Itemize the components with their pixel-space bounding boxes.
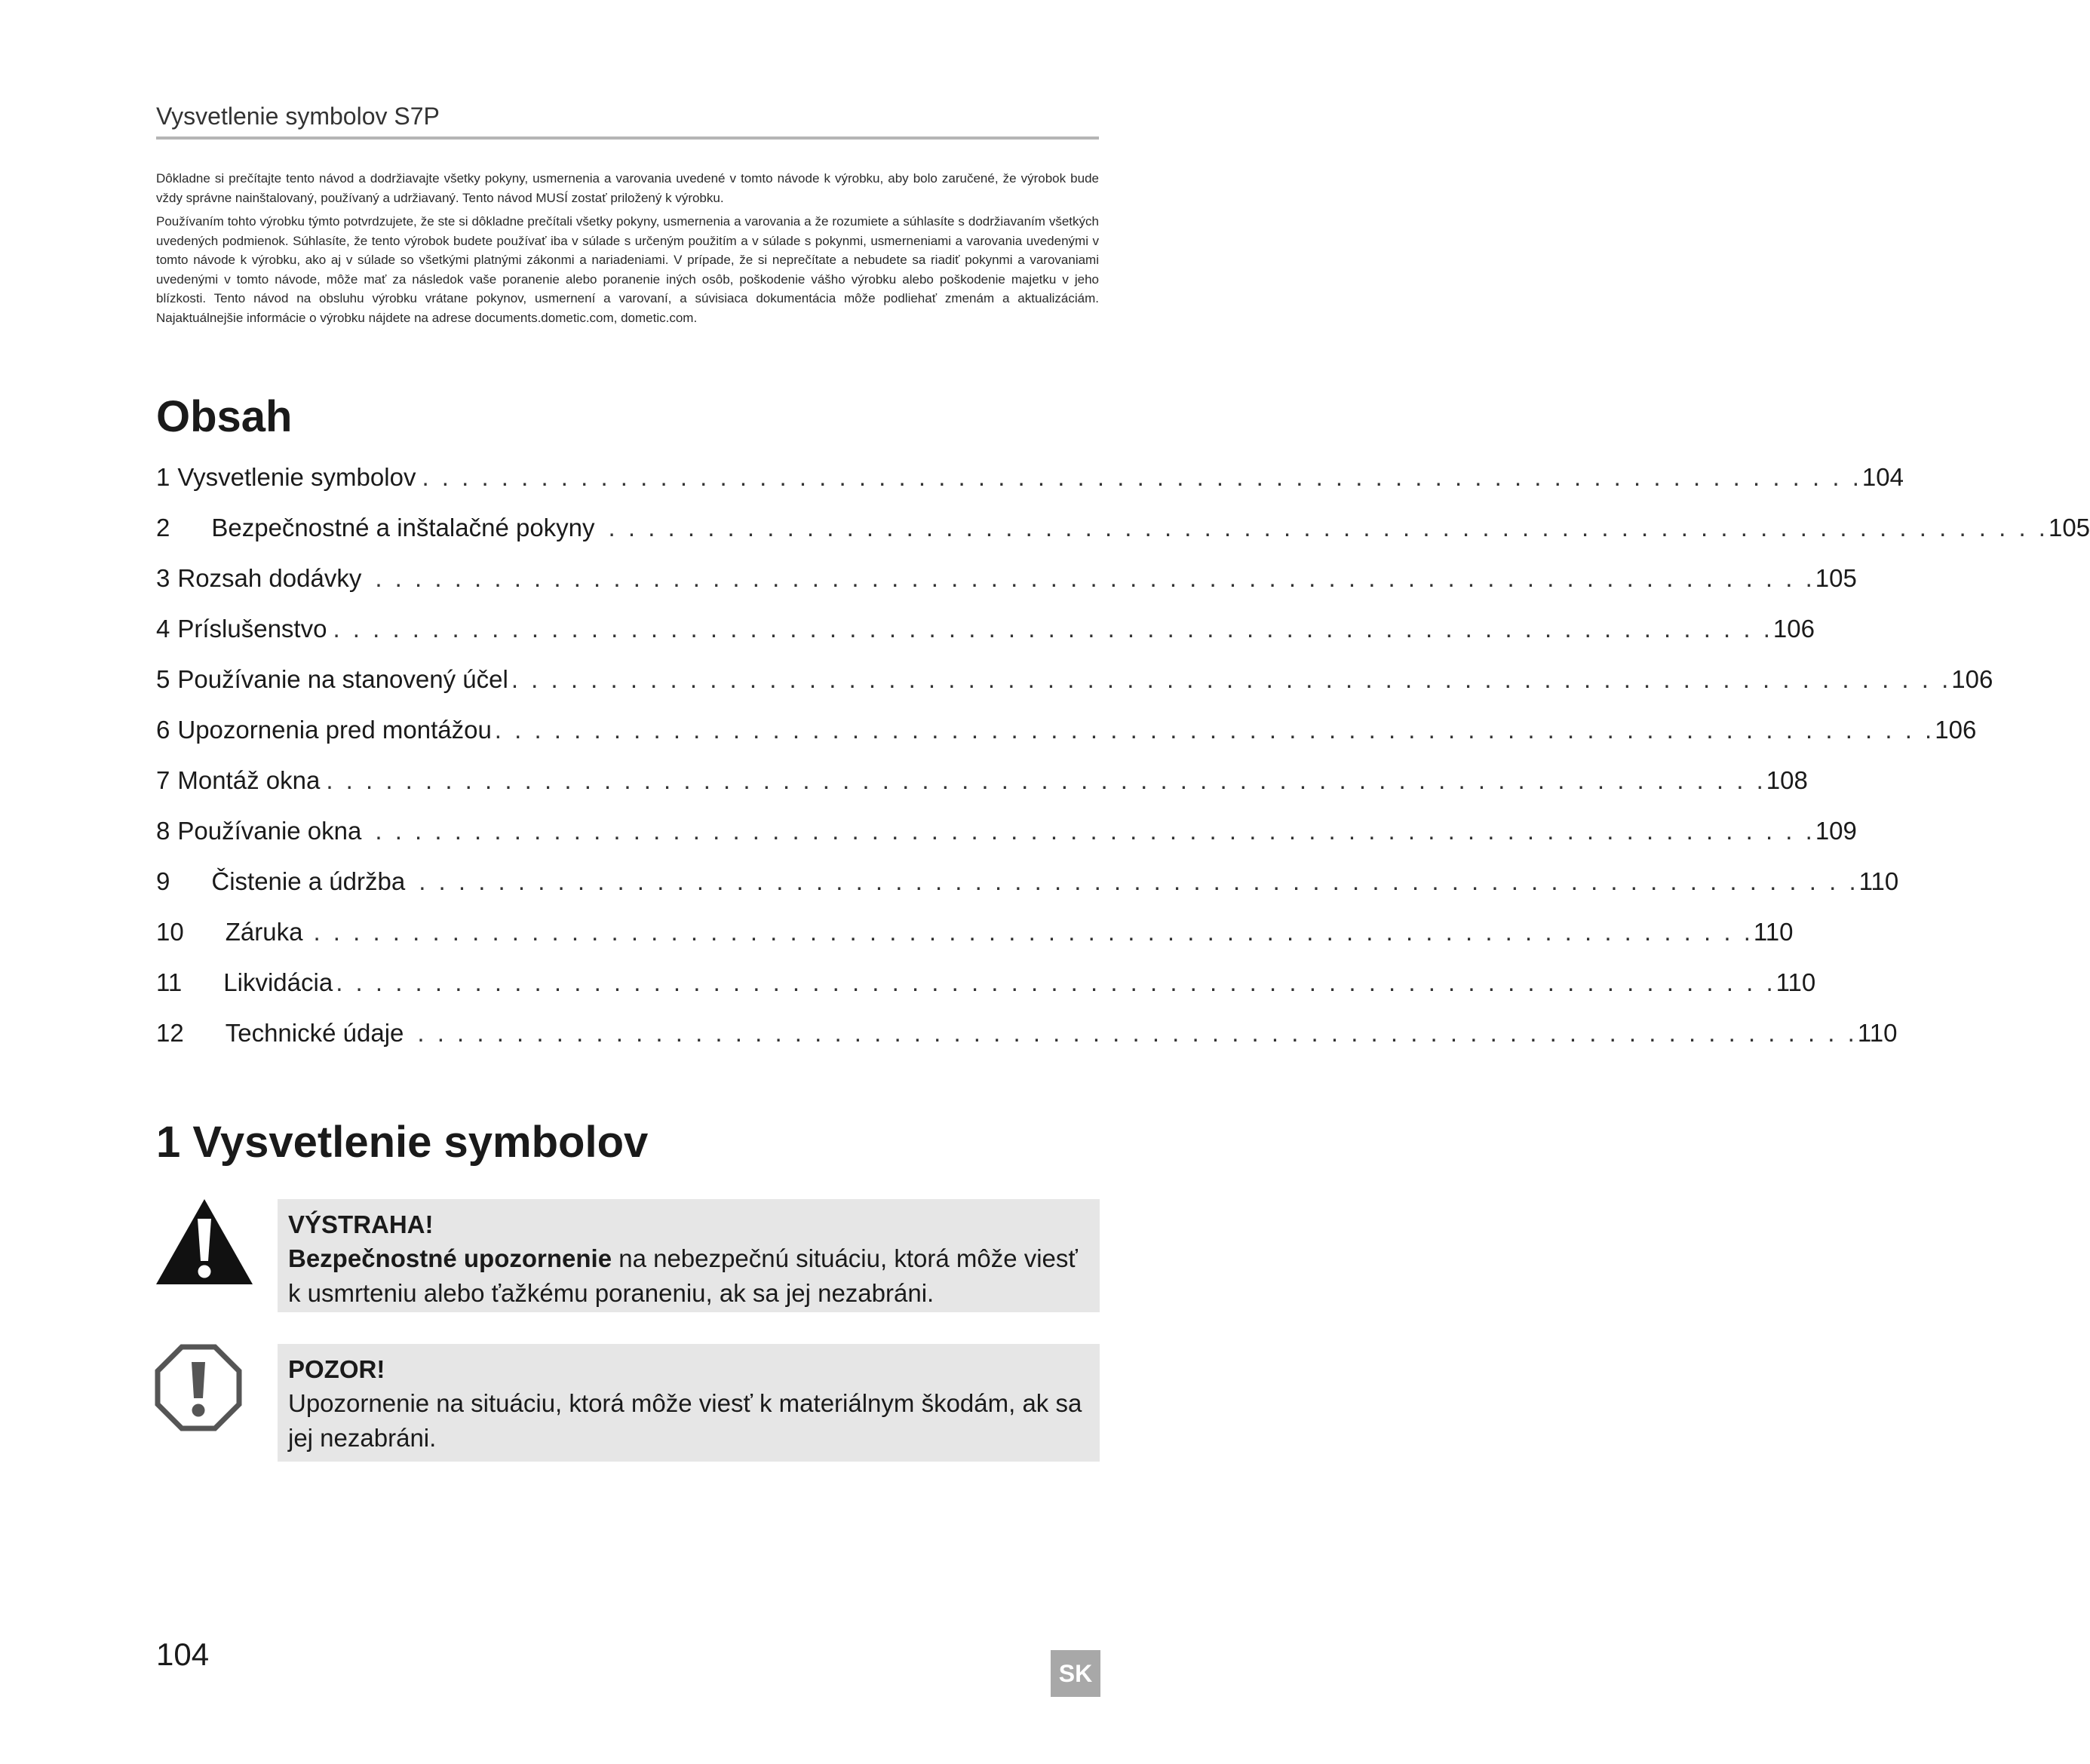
intro-paragraph-1: Dôkladne si prečítajte tento návod a dodržiavajte všetky pokyny, usmernenia a varovania uvedené v tomto návode k výrobku, aby bolo zaručené, že výrobok bude vždy správne nainštalovaný, používaný a udržiavaný. Tento návod MUSÍ zostať priložený k výrobku.	[156, 171, 1099, 205]
toc-entry-4[interactable]	[156, 610, 1815, 648]
caution-heading: POZOR!	[288, 1355, 385, 1383]
toc-entry-page: 106	[1772, 615, 1815, 643]
toc-entry-11[interactable]	[156, 964, 1816, 1002]
toc-entry-page: 110	[1775, 968, 1816, 996]
warning-text	[288, 1241, 1089, 1311]
toc-entry-12[interactable]	[156, 1014, 1898, 1052]
toc-entry-label: Používanie na stanovený účel	[177, 665, 508, 693]
toc-leader-dots: . . . . . . . . . . . . . . . . . . . . . . . . . . . . . . . . . . . . . . . . . . . . . . . . . . . . . . . . . . . . . . . . . . . . . . . . .	[375, 564, 1815, 592]
toc-entry-number: 4	[156, 615, 170, 643]
toc-leader-dots: . . . . . . . . . . . . . . . . . . . . . . . . . . . . . . . . . . . . . . . . . . . . . . . . . . . . . . . . . . . . . . . . . . . . . . . . .	[375, 817, 1815, 845]
toc-entry-page: 106	[1951, 665, 1993, 693]
toc-leader-dots: . . . . . . . . . . . . . . . . . . . . . . . . . . . . . . . . . . . . . . . . . . . . . . . . . . . . . . . . . . . . . . . . . . . . . . . . .	[313, 918, 1754, 946]
toc-entry-page: 108	[1766, 766, 1808, 794]
toc-entry-page: 105	[2048, 514, 2090, 541]
toc-entry-label: Vysvetlenie symbolov	[177, 463, 416, 491]
toc-entry-3[interactable]	[156, 560, 1857, 597]
toc-entry-number: 7	[156, 766, 170, 794]
toc-leader-dots: . . . . . . . . . . . . . . . . . . . . . . . . . . . . . . . . . . . . . . . . . . . . . . . . . . . . . . . . . . . . . . . . . . . . . . . . .	[494, 716, 1935, 744]
caution-octagon-icon	[155, 1344, 242, 1435]
warning-bold-lead: Bezpečnostné upozornenie	[288, 1244, 612, 1272]
section-title: 1 Vysvetlenie symbolov	[156, 1118, 649, 1167]
toc-entry-page: 106	[1935, 716, 1977, 744]
toc-entry-label: Používanie okna	[177, 817, 362, 845]
caution-notice	[278, 1344, 1100, 1462]
toc-entry-1[interactable]	[156, 459, 1904, 496]
toc-entry-number: 9	[156, 867, 170, 895]
caution-text: Upozornenie na situáciu, ktorá môže viesť k materiálnym škodám, ak sa jej nezabráni.	[288, 1389, 1082, 1452]
language-badge: SK	[1051, 1650, 1100, 1697]
toc-entry-page: 110	[1857, 1019, 1898, 1047]
toc-entry-9[interactable]	[156, 863, 1899, 900]
toc-leader-dots: . . . . . . . . . . . . . . . . . . . . . . . . . . . . . . . . . . . . . . . . . . . . . . . . . . . . . . . . . . . . . . . . . . . . . . . . .	[326, 766, 1766, 794]
toc-entry-number: 3	[156, 564, 170, 592]
toc-entry-label: Čistenie a údržba	[211, 867, 406, 895]
toc-entry-number: 2	[156, 514, 170, 541]
toc-entry-number: 1	[156, 463, 170, 491]
toc-leader-dots: . . . . . . . . . . . . . . . . . . . . . . . . . . . . . . . . . . . . . . . . . . . . . . . . . . . . . . . . . . . . . . . . . . . . . . . . .	[422, 463, 1862, 491]
toc-entry-page: 105	[1815, 564, 1857, 592]
toc-entry-number: 8	[156, 817, 170, 845]
toc-entry-label: Bezpečnostné a inštalačné pokyny	[211, 514, 595, 541]
toc-entry-page: 110	[1753, 918, 1794, 946]
toc-entry-5[interactable]	[156, 661, 1993, 698]
toc-entry-page: 104	[1861, 463, 1904, 491]
toc-entry-number: 10	[156, 918, 184, 946]
warning-body: na nebezpečnú situáciu, ktorá môže viesť k usmrteniu alebo ťažkému poraneniu, ak sa jej nezabráni.	[288, 1244, 1078, 1307]
toc-title: Obsah	[156, 392, 293, 441]
toc-entry-10[interactable]	[156, 913, 1794, 951]
toc-entry-label: Záruka	[225, 918, 303, 946]
toc-entry-number: 12	[156, 1019, 184, 1047]
warning-heading: VÝSTRAHA!	[288, 1210, 434, 1238]
running-header: Vysvetlenie symbolov S7P	[156, 103, 1099, 140]
toc-entry-label: Technické údaje	[225, 1019, 404, 1047]
toc-entry-8[interactable]	[156, 812, 1857, 850]
toc-leader-dots: . . . . . . . . . . . . . . . . . . . . . . . . . . . . . . . . . . . . . . . . . . . . . . . . . . . . . . . . . . . . . . . . . . . . . . . . .	[419, 867, 1859, 895]
toc-leader-dots: . . . . . . . . . . . . . . . . . . . . . . . . . . . . . . . . . . . . . . . . . . . . . . . . . . . . . . . . . . . . . . . . . . . . . . . . .	[608, 514, 2049, 541]
toc-leader-dots: . . . . . . . . . . . . . . . . . . . . . . . . . . . . . . . . . . . . . . . . . . . . . . . . . . . . . . . . . . . . . . . . . . . . . . . . .	[417, 1019, 1858, 1047]
warning-triangle-icon	[155, 1198, 254, 1290]
toc-entry-7[interactable]	[156, 762, 1808, 799]
toc-entry-label: Rozsah dodávky	[177, 564, 362, 592]
toc-leader-dots: . . . . . . . . . . . . . . . . . . . . . . . . . . . . . . . . . . . . . . . . . . . . . . . . . . . . . . . . . . . . . . . . . . . . . . . . .	[336, 968, 1776, 996]
toc-entry-label: Príslušenstvo	[177, 615, 327, 643]
intro-text	[156, 169, 1099, 332]
intro-paragraph-2: Používaním tohto výrobku týmto potvrdzujete, že ste si dôkladne prečítali všetky pokyny, usmernenia a varovania a že rozumiete a súhlasíte s dodržiavaním všetkých uvedených podmienok. Súhlasíte, že tento výrobok budete používať iba v súlade s určeným použitím a v súlade s pokynmi, usmerneniami a varovania uvedenými v tomto návode k výrobku, ako aj v súlade so všetkými platnými zákonmi a nariadeniami. V prípade, že si neprečítate a nebudete sa riadiť pokynmi a varovaniami uvedenými v tomto návode, môže mať za následok vaše poranenie alebo poranenie iných osôb, poškodenie vášho výrobku alebo poškodenie majetku v jeho blízkosti. Tento návod na obsluhu výrobku vrátane pokynov, usmernení a varovaní, a súvisiaca dokumentácia môže podliehať zmenám a aktualizáciám. Najaktuálnejšie informácie o výrobku nájdete na adrese documents.dometic.com, dometic.com.	[156, 214, 1099, 325]
warning-notice	[278, 1199, 1100, 1312]
toc-leader-dots: . . . . . . . . . . . . . . . . . . . . . . . . . . . . . . . . . . . . . . . . . . . . . . . . . . . . . . . . . . . . . . . . . . . . . . . . .	[333, 615, 1773, 643]
toc-entry-number: 11	[156, 968, 183, 996]
toc-entry-6[interactable]	[156, 711, 1977, 749]
toc-entry-label: Montáž okna	[177, 766, 321, 794]
toc-entry-page: 109	[1815, 817, 1857, 845]
toc-entry-page: 110	[1858, 867, 1899, 895]
page-number: 104	[156, 1637, 210, 1672]
toc-entry-label: Upozornenia pred montážou	[177, 716, 492, 744]
toc-entry-number: 5	[156, 665, 170, 693]
toc-entry-label: Likvidácia	[223, 968, 333, 996]
toc-entry-2[interactable]	[156, 509, 2090, 547]
toc-leader-dots: . . . . . . . . . . . . . . . . . . . . . . . . . . . . . . . . . . . . . . . . . . . . . . . . . . . . . . . . . . . . . . . . . . . . . . . . .	[511, 665, 1952, 693]
toc-entry-number: 6	[156, 716, 170, 744]
